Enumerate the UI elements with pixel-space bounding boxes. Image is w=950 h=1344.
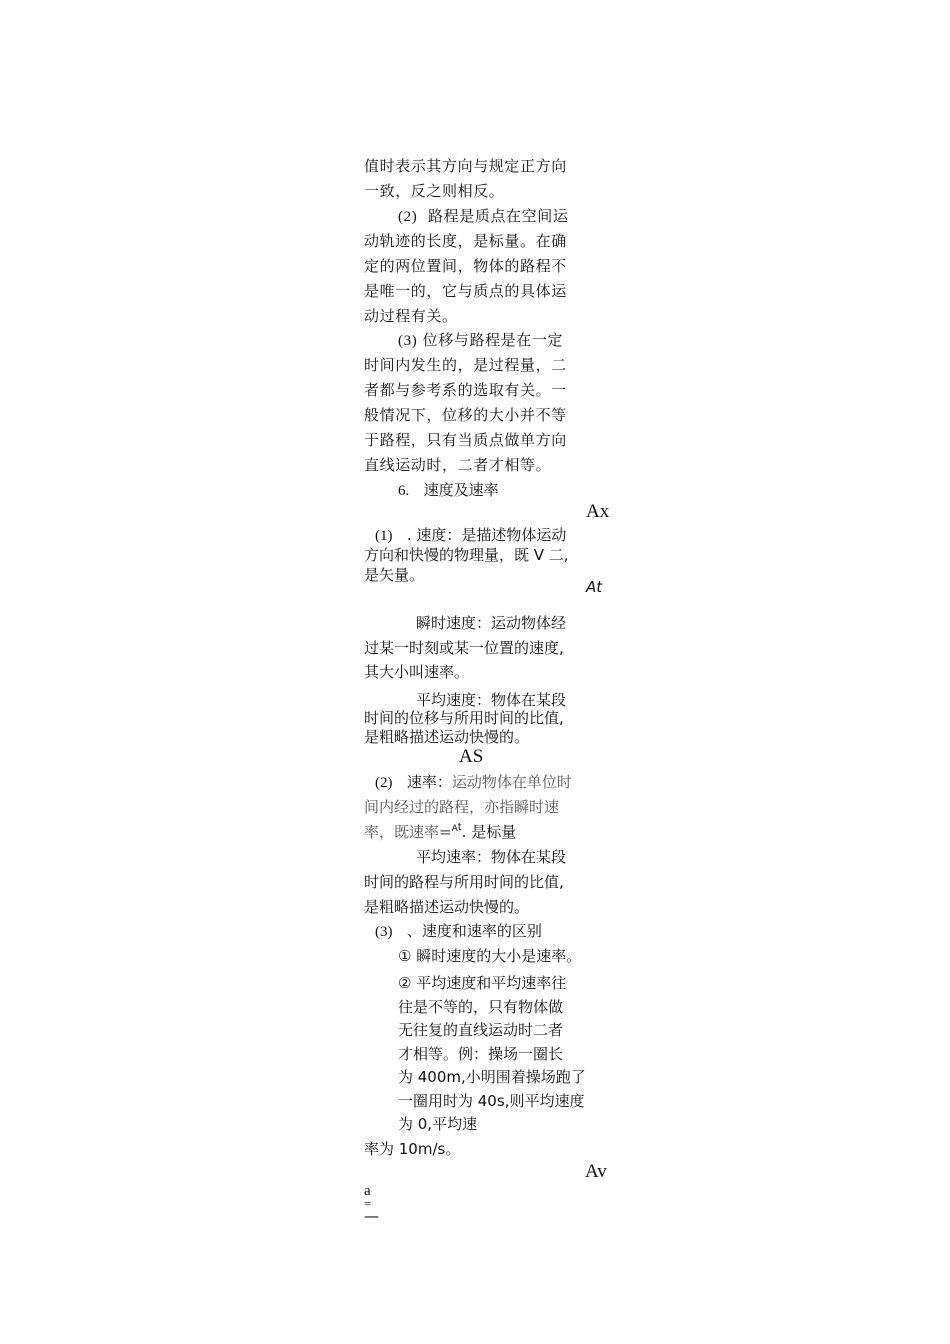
text-line: 其大小叫速率。 <box>364 663 470 681</box>
item-number: (2) <box>375 775 393 791</box>
text-line: 动过程有关。 <box>364 307 458 325</box>
formula-denominator: At <box>586 578 603 596</box>
text-line: 动轨迹的长度，是标量。在确 <box>364 232 567 250</box>
text-line: 无往复的直线运动时二者 <box>398 1021 564 1039</box>
item-number: (2) <box>398 209 418 225</box>
text-line: 值时表示其方向与规定正方向 <box>364 157 567 175</box>
text-line: 间内经过的路程，亦指瞬时速 <box>364 798 560 816</box>
text-line: 平均速度：物体在某段 <box>416 691 567 709</box>
formula-numerator: Ax <box>586 501 610 522</box>
section-title: 速度及速率 <box>423 481 499 499</box>
text-fragment: . 是标量 <box>461 823 517 841</box>
formula-superscript: A <box>451 824 458 834</box>
paragraph-velocity <box>375 525 566 546</box>
formula-equals: = <box>364 1196 372 1211</box>
list-item: ② 平均速度和平均速率往 <box>398 974 567 992</box>
text-fragment: 速率： <box>406 773 452 791</box>
text-line: 于路程，只有当质点做单方向 <box>364 431 567 449</box>
text-line: 位移与路程是在一定 <box>422 331 564 349</box>
paragraph-item-3 <box>398 330 563 351</box>
text-line: . 速度：是描述物体运动 <box>406 526 567 544</box>
formula-fraction-bar: — <box>364 1207 379 1225</box>
text-line: 过某一时刻或某一位置的速度, <box>364 639 564 657</box>
item-number: (3) <box>398 333 418 349</box>
item-number: (1) <box>375 528 393 544</box>
formula-superscript: t <box>457 822 462 833</box>
text-fragment: 率，既速率= <box>364 823 452 841</box>
paragraph-speed <box>375 772 572 793</box>
paragraph-difference <box>375 921 542 942</box>
text-line: 定的两位置间，物体的路程不 <box>364 257 567 275</box>
text-line: 方向和快慢的物理量，既 V 二, <box>364 546 569 564</box>
text-line: 路程是质点在空间运 <box>428 207 569 225</box>
text-line: 、速度和速率的区别 <box>406 922 542 940</box>
text-line: 平均速率：物体在某段 <box>416 848 567 866</box>
text-line: 是粗略描述运动快慢的。 <box>364 898 530 916</box>
formula-variable: a <box>364 1183 371 1199</box>
paragraph-item-2 <box>398 206 568 227</box>
text-line: 般情况下，位移的大小并不等 <box>364 406 567 424</box>
text-line: 为 400m,小明围着操场跑了 <box>398 1068 586 1086</box>
text-line: 是矢量。 <box>364 566 425 584</box>
text-fragment: 运动物体在单位时 <box>451 773 572 791</box>
text-line: 是粗略描述运动快慢的。 <box>364 728 530 746</box>
text-line: 才相等。例：操场一圈长 <box>398 1045 564 1063</box>
text-line: 瞬时速度：运动物体经 <box>416 614 567 632</box>
text-line: 时间的路程与所用时间的比值, <box>364 873 564 891</box>
formula-numerator: Av <box>585 1161 607 1182</box>
text-line: 时间的位移与所用时间的比值, <box>364 709 564 727</box>
text-line: 往是不等的，只有物体做 <box>398 998 564 1016</box>
text-line: 时间内发生的，是过程量，二 <box>364 356 567 374</box>
text-line: 率为 10m/s。 <box>364 1140 461 1158</box>
section-number: 6. <box>398 483 410 499</box>
item-number: (3) <box>375 924 393 940</box>
formula-numerator: AS <box>459 746 484 767</box>
section-heading <box>398 480 499 501</box>
text-line: 是唯一的，它与质点的具体运 <box>364 282 567 300</box>
text-line: 一圈用时为 40s,则平均速度 <box>398 1092 585 1110</box>
list-item: ① 瞬时速度的大小是速率。 <box>398 947 582 965</box>
formula-line <box>364 822 516 845</box>
text-line: 为 0,平均速 <box>398 1115 478 1133</box>
text-line: 直线运动时，二者才相等。 <box>364 456 552 474</box>
text-line: 一致，反之则相反。 <box>364 182 505 200</box>
text-line: 者都与参考系的选取有关。一 <box>364 381 567 399</box>
